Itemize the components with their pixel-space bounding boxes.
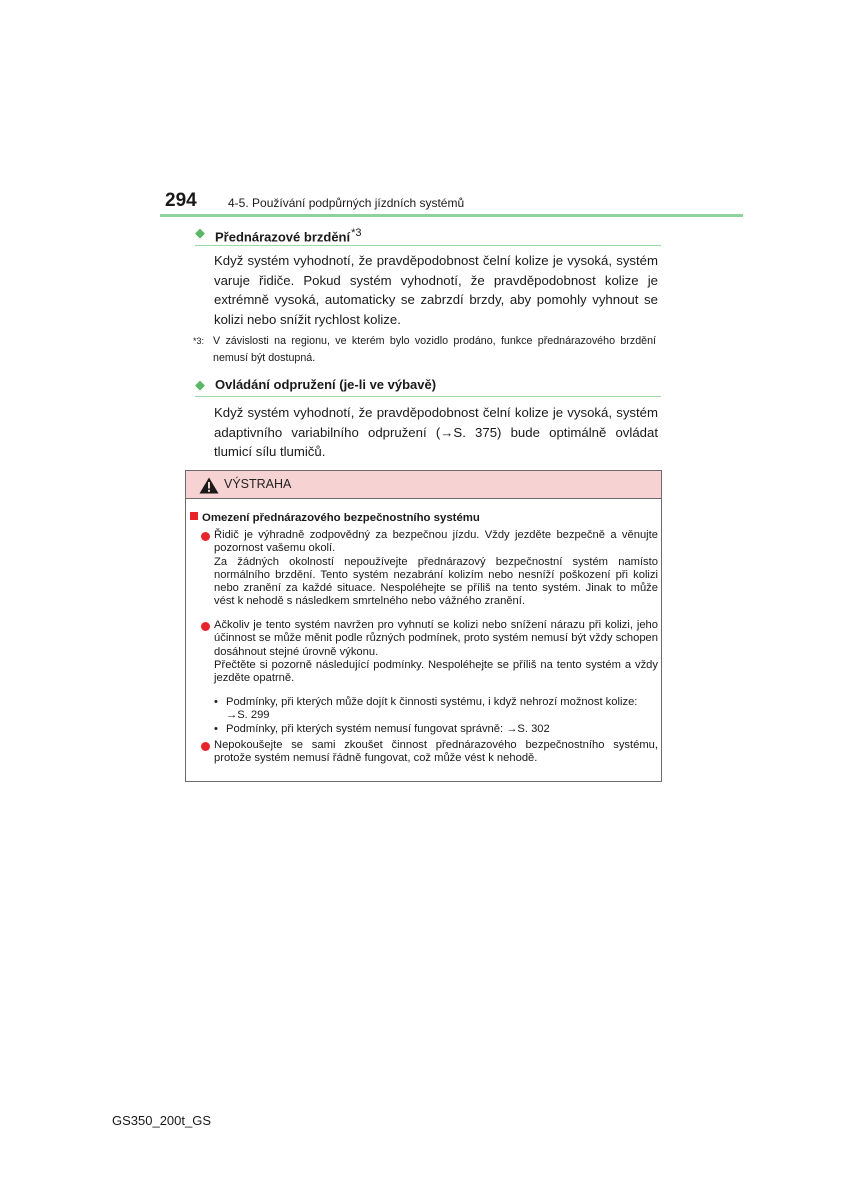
paragraph: Když systém vyhodnotí, že pravděpodobnost čelní kolize je vysoká, systém adaptivního variabilního odpružení (→S. 375) bude optimálně ovládat tlumicí sílu tlumičů. <box>214 405 658 460</box>
warning-sub-item <box>214 723 658 736</box>
red-dot-bullet-icon <box>201 622 210 631</box>
subheading-suspension-control <box>195 376 661 394</box>
footnote <box>193 333 659 367</box>
subheading-title: Ovládání odpružení (je-li ve výbavě) <box>215 377 437 392</box>
red-dot-bullet-icon <box>201 742 210 751</box>
warning-section-title <box>190 511 650 526</box>
subheading-divider <box>195 245 661 246</box>
warning-section-title-text: Omezení přednárazového bezpečnostního systému <box>202 512 480 524</box>
warning-item <box>201 529 658 609</box>
subheading-pre-collision-braking <box>195 224 661 246</box>
footnote-mark: *3: <box>193 336 205 346</box>
warning-item <box>201 739 658 766</box>
warning-item-text: Za žádných okolností nepoužívejte přednárazový bezpečnostní systém namísto normálního brzdění. Tento systém nezabrání kolizím nebo nesníží poškození při kolizi nebo zranění za každé situace. Nespoléhejte se příliš na tento systém. Jinak to může vést k nehodě s následkem smrtelného nebo vážného zranění. <box>214 555 658 608</box>
header-divider <box>160 214 743 217</box>
warning-item-text: Ačkoliv je tento systém navržen pro vyhnutí se kolizi nebo snížení nárazu při kolizi, jeho účinnost se může měnit podle různých podmínek, proto systém nemusí být vždy schopen dosáhnout stejné úrovně výkonu. <box>214 619 658 658</box>
red-dot-bullet-icon <box>201 532 210 541</box>
warning-item <box>201 619 658 685</box>
warning-title: VÝSTRAHA <box>224 477 292 491</box>
red-square-bullet-icon <box>190 512 198 520</box>
subheading-divider <box>195 396 661 397</box>
footnote-text: V závislosti na regionu, ve kterém bylo vozidlo prodáno, funkce přednárazového brzdění nemusí být dostupná. <box>213 335 656 364</box>
warning-item-text: Řidič je výhradně zodpovědný za bezpečnou jízdu. Vždy jezděte bezpečně a věnujte pozornost vašemu okolí. <box>214 529 658 555</box>
paragraph: Když systém vyhodnotí, že pravděpodobnost čelní kolize je vysoká, systém varuje řidiče. Pokud systém vyhodnotí, že pravděpodobnost kolize je extrémně vysoká, automaticky se zabrzdí brzdy, aby pomohly vyhnout se kolizi nebo snížit rychlost kolize. <box>214 253 658 327</box>
warning-sub-item-text: Podmínky, při kterých systém nemusí fungovat správně: →S. 302 <box>226 723 550 735</box>
warning-item-text: Nepokoušejte se sami zkoušet činnost přednárazového bezpečnostního systému, protože systém nemusí řádně fungovat, což může vést k nehodě. <box>214 739 658 765</box>
page-number: 294 <box>165 190 197 211</box>
diamond-bullet-icon: ◆ <box>195 377 205 392</box>
footnote-reference: *3 <box>351 227 362 239</box>
subheading-title: Přednárazové brzdění <box>215 229 351 245</box>
footer-model-code: GS350_200t_GS <box>112 1113 212 1128</box>
small-bullet-icon: • <box>214 723 218 735</box>
warning-header <box>186 471 661 499</box>
warning-triangle-icon <box>199 477 219 494</box>
warning-sub-item <box>214 696 658 723</box>
warning-sub-item-text: Podmínky, při kterých může dojít k činnosti systému, i když nehrozí možnost kolize: →S. 299 <box>226 696 638 722</box>
warning-item-text: Přečtěte si pozorně následující podmínky. Nespoléhejte se příliš na tento systém a vždy jezděte opatrně. <box>214 658 658 685</box>
small-bullet-icon: • <box>214 696 218 708</box>
warning-box <box>185 470 662 782</box>
section-title: 4-5. Používání podpůrných jízdních systémů <box>228 196 465 210</box>
diamond-bullet-icon: ◆ <box>195 225 205 240</box>
